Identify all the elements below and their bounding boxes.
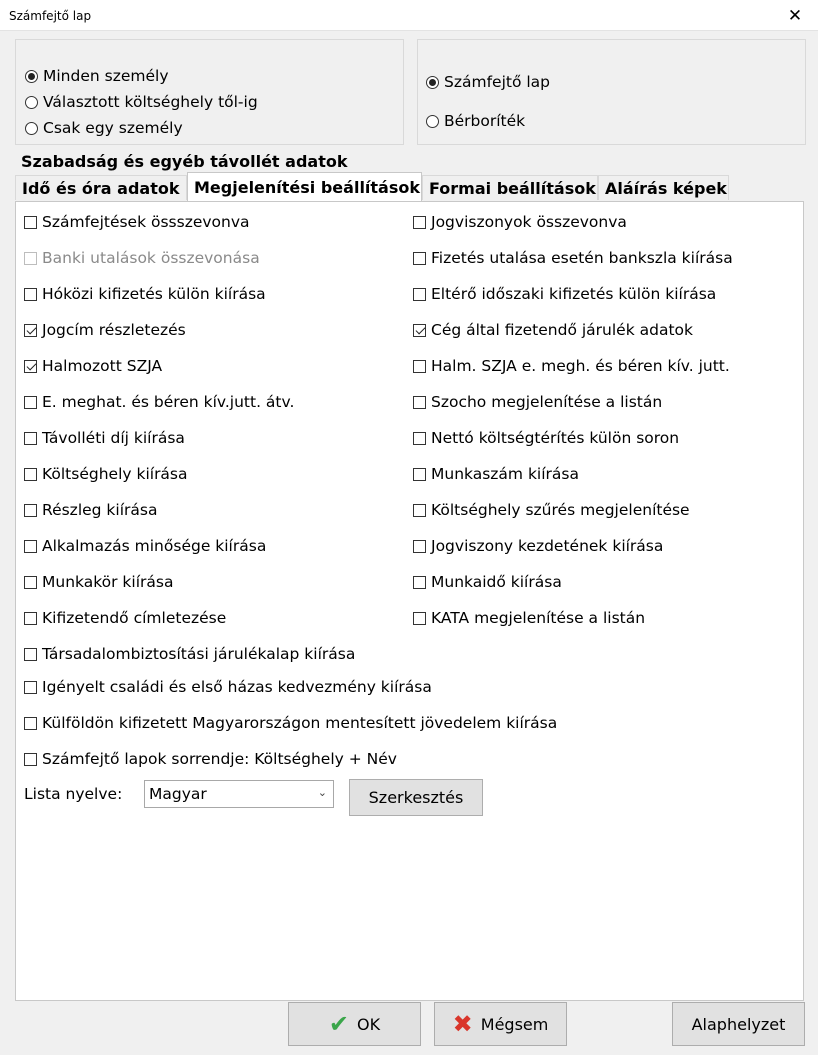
option-work-number-label: Munkaszám kiírása: [431, 465, 579, 483]
option-cumulative-szja-checkbox[interactable]: [24, 360, 37, 373]
option-work-number-checkbox[interactable]: [413, 468, 426, 481]
option-job-title-checkbox[interactable]: [24, 576, 37, 589]
option-foreign-income[interactable]: [24, 714, 557, 732]
chevron-down-icon[interactable]: ⌄: [317, 786, 327, 799]
option-absence-fee[interactable]: [24, 429, 185, 447]
checkmark-icon: ✔: [328, 1010, 349, 1038]
option-employment-start-checkbox[interactable]: [413, 540, 426, 553]
radio-cost-center-range-label: Választott költséghely től-ig: [43, 93, 258, 111]
radio-cost-center-range[interactable]: [25, 93, 258, 111]
option-cost-center[interactable]: [24, 465, 188, 483]
ok-button[interactable]: [288, 1002, 421, 1046]
option-intramonth-payment-label: Hóközi kifizetés külön kiírása: [42, 285, 266, 303]
option-job-title[interactable]: [24, 573, 173, 591]
option-cumulative-szja-benefits-label: Halm. SZJA e. megh. és béren kív. jutt.: [431, 357, 730, 375]
reset-button-label: Alaphelyzet: [691, 1014, 786, 1034]
option-different-period-payment-label: Eltérő időszaki kifizetés külön kiírása: [431, 285, 717, 303]
scope-group: [15, 39, 404, 145]
option-different-period-payment-checkbox[interactable]: [413, 288, 426, 301]
option-merged-employments-checkbox[interactable]: [413, 216, 426, 229]
option-denomination[interactable]: [24, 609, 226, 627]
option-department-checkbox[interactable]: [24, 504, 37, 517]
option-bank-account-label: Fizetés utalása esetén bankszla kiírása: [431, 249, 733, 267]
option-denomination-label: Kifizetendő címletezése: [42, 609, 227, 627]
option-fringe-benefits-transfer-checkbox[interactable]: [24, 396, 37, 409]
option-intramonth-payment[interactable]: [24, 285, 266, 303]
option-cost-center-filter[interactable]: [413, 501, 690, 519]
list-language-select[interactable]: [144, 780, 334, 808]
option-job-title-label: Munkakör kiírása: [42, 573, 174, 591]
option-sheet-order[interactable]: [24, 750, 397, 768]
list-language-value: Magyar: [149, 785, 207, 803]
option-employment-start-label: Jogviszony kezdetének kiírása: [431, 537, 664, 555]
option-cumulative-szja[interactable]: [24, 357, 162, 375]
option-sheet-order-label: Számfejtő lapok sorrendje: Költséghely + Név: [42, 750, 397, 768]
option-denomination-checkbox[interactable]: [24, 612, 37, 625]
option-family-discount[interactable]: [24, 678, 432, 696]
title-bar: [0, 0, 818, 31]
tab-format-settings[interactable]: Formai beállítások: [422, 175, 598, 200]
radio-cost-center-range-indicator[interactable]: [25, 96, 38, 109]
option-absence-fee-label: Távolléti díj kiírása: [42, 429, 185, 447]
option-fringe-benefits-transfer[interactable]: [24, 393, 294, 411]
radio-payslip-sheet[interactable]: [426, 73, 550, 91]
option-employment-start[interactable]: [413, 537, 663, 555]
option-title-details-label: Jogcím részletezés: [42, 321, 186, 339]
radio-payslip-sheet-label: Számfejtő lap: [444, 73, 551, 91]
window-title: Számfejtő lap: [9, 9, 92, 23]
option-cumulative-szja-label: Halmozott SZJA: [42, 357, 163, 375]
option-merged-payrolls-label: Számfejtések össszevonva: [42, 213, 250, 231]
radio-all-persons-indicator[interactable]: [25, 70, 38, 83]
tab-absence-data[interactable]: Szabadság és egyéb távollét adatok: [15, 149, 347, 174]
reset-button[interactable]: [672, 1002, 805, 1046]
option-merged-payrolls-checkbox[interactable]: [24, 216, 37, 229]
option-cost-center-checkbox[interactable]: [24, 468, 37, 481]
option-cumulative-szja-benefits-checkbox[interactable]: [413, 360, 426, 373]
option-employment-quality-checkbox[interactable]: [24, 540, 37, 553]
radio-pay-envelope[interactable]: [426, 112, 525, 130]
ok-button-label: OK: [357, 1014, 381, 1034]
list-language-label: Lista nyelve:: [24, 785, 123, 803]
option-szocho-checkbox[interactable]: [413, 396, 426, 409]
option-fringe-benefits-transfer-label: E. meghat. és béren kív.jutt. átv.: [42, 393, 295, 411]
option-merged-payrolls[interactable]: [24, 213, 250, 231]
radio-pay-envelope-label: Bérboríték: [444, 112, 526, 130]
tab-display-settings[interactable]: Megjelenítési beállítások: [187, 172, 422, 201]
option-cumulative-szja-benefits[interactable]: [413, 357, 730, 375]
option-social-security-base-checkbox[interactable]: [24, 648, 37, 661]
cross-icon: ✖: [452, 1010, 473, 1038]
option-absence-fee-checkbox[interactable]: [24, 432, 37, 445]
option-foreign-income-label: Külföldön kifizetett Magyarországon mentesített jövedelem kiírása: [42, 714, 558, 732]
option-merged-employments[interactable]: [413, 213, 627, 231]
option-cost-center-filter-checkbox[interactable]: [413, 504, 426, 517]
option-szocho[interactable]: [413, 393, 662, 411]
option-working-time-checkbox[interactable]: [413, 576, 426, 589]
option-employer-contributions-label: Cég által fizetendő járulék adatok: [431, 321, 693, 339]
option-different-period-payment[interactable]: [413, 285, 716, 303]
option-net-reimbursement-checkbox[interactable]: [413, 432, 426, 445]
radio-single-person-label: Csak egy személy: [43, 119, 183, 137]
option-social-security-base[interactable]: [24, 645, 355, 663]
option-kata[interactable]: [413, 609, 645, 627]
option-work-number[interactable]: [413, 465, 579, 483]
option-merge-bank-transfers-checkbox: [24, 252, 37, 265]
option-department[interactable]: [24, 501, 157, 519]
close-icon[interactable]: ✕: [787, 5, 803, 26]
option-employer-contributions[interactable]: [413, 321, 693, 339]
tab-signature-images[interactable]: Aláírás képek: [598, 175, 729, 200]
option-net-reimbursement-label: Nettó költségtérítés külön soron: [431, 429, 680, 447]
radio-payslip-sheet-indicator[interactable]: [426, 76, 439, 89]
option-bank-account-checkbox[interactable]: [413, 252, 426, 265]
option-family-discount-label: Igényelt családi és első házas kedvezmény kiírása: [42, 678, 432, 696]
option-department-label: Részleg kiírása: [42, 501, 158, 519]
option-working-time[interactable]: [413, 573, 562, 591]
option-working-time-label: Munkaidő kiírása: [431, 573, 562, 591]
option-net-reimbursement[interactable]: [413, 429, 679, 447]
display-settings-panel: [15, 201, 804, 1001]
option-intramonth-payment-checkbox[interactable]: [24, 288, 37, 301]
radio-all-persons[interactable]: [25, 67, 169, 85]
option-title-details-checkbox[interactable]: [24, 324, 37, 337]
option-social-security-base-label: Társadalombiztosítási járulékalap kiírása: [42, 645, 356, 663]
radio-single-person[interactable]: [25, 119, 183, 137]
option-bank-account[interactable]: [413, 249, 733, 267]
cancel-button-label: Mégsem: [480, 1014, 549, 1034]
option-merged-employments-label: Jogviszonyok összevonva: [431, 213, 627, 231]
option-family-discount-checkbox[interactable]: [24, 681, 37, 694]
radio-single-person-indicator[interactable]: [25, 122, 38, 135]
option-employment-quality-label: Alkalmazás minősége kiírása: [42, 537, 267, 555]
radio-pay-envelope-indicator[interactable]: [426, 115, 439, 128]
cancel-button[interactable]: [434, 1002, 567, 1046]
document-type-group: [417, 39, 806, 145]
option-sheet-order-checkbox[interactable]: [24, 753, 37, 766]
option-employer-contributions-checkbox[interactable]: [413, 324, 426, 337]
option-cost-center-label: Költséghely kiírása: [42, 465, 188, 483]
option-cost-center-filter-label: Költséghely szűrés megjelenítése: [431, 501, 690, 519]
edit-button[interactable]: Szerkesztés: [349, 779, 483, 816]
option-foreign-income-checkbox[interactable]: [24, 717, 37, 730]
option-title-details[interactable]: [24, 321, 186, 339]
option-employment-quality[interactable]: [24, 537, 266, 555]
tab-time-hours[interactable]: Idő és óra adatok: [15, 175, 187, 200]
option-szocho-label: Szocho megjelenítése a listán: [431, 393, 663, 411]
option-kata-checkbox[interactable]: [413, 612, 426, 625]
radio-all-persons-label: Minden személy: [43, 67, 169, 85]
option-merge-bank-transfers: [24, 249, 260, 267]
option-merge-bank-transfers-label: Banki utalások összevonása: [42, 249, 260, 267]
option-kata-label: KATA megjelenítése a listán: [431, 609, 646, 627]
